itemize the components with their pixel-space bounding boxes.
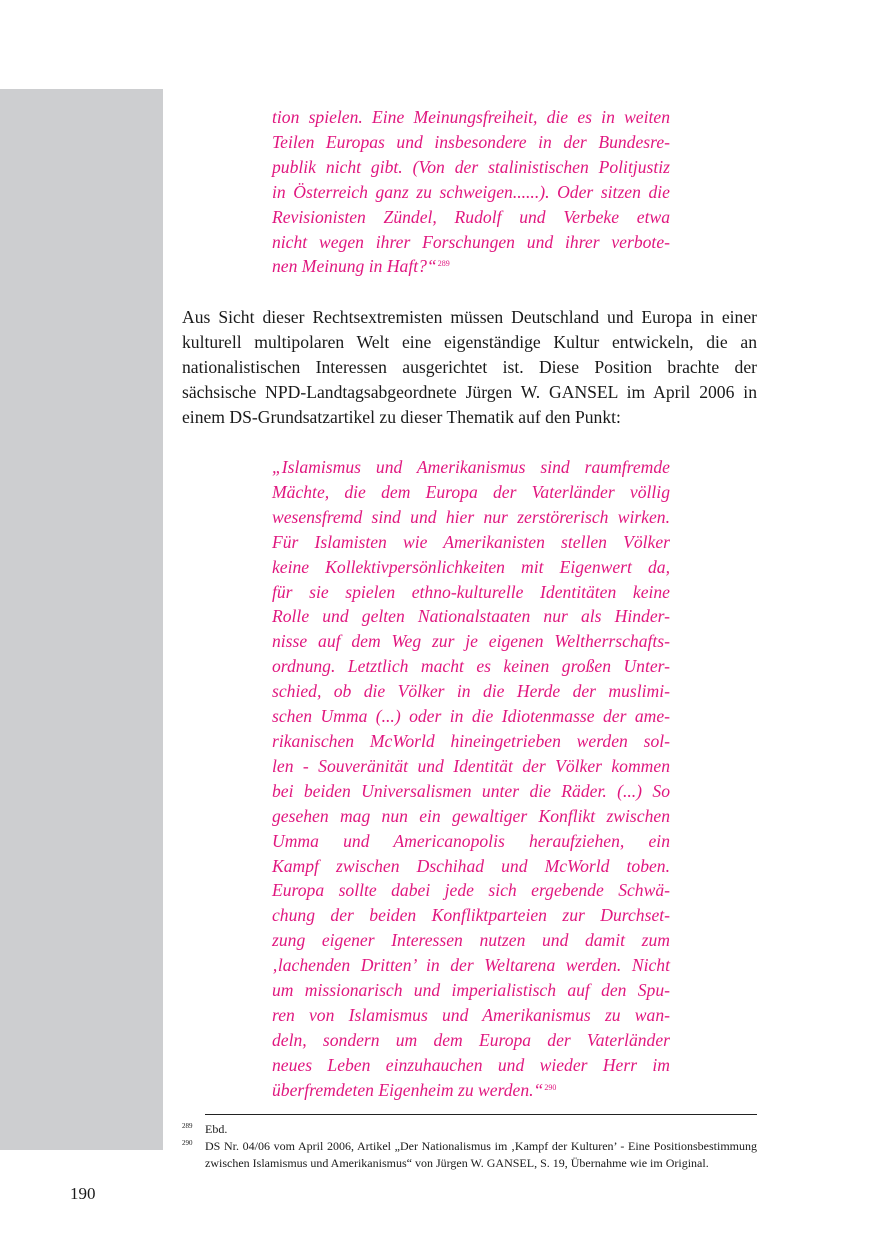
footnote-number: 289	[182, 1122, 193, 1130]
body-paragraph: Aus Sicht dieser Rechtsextremisten müssen Deutschland und Europa in einer kulturell multipolaren Welt eine eigenständige Kultur entwickeln, die an nationalistischen Interessen ausgerichtet ist. Diese Position brachte der sächsische NPD-Landtagsabgeordnete Jürgen W. GANSEL im April 2006 in einem DS-Grundsatzartikel zu dieser Thematik auf den Punkt:	[182, 307, 757, 427]
quote-line: wesensfremd sind und hier nur zerstörerisch wirken.	[272, 506, 670, 527]
quote-text: überfremdeten Eigenheim zu werden.“	[272, 1079, 544, 1100]
footnote-290	[182, 1138, 757, 1172]
footnote-289	[182, 1121, 757, 1138]
quote-line: um missionarisch und imperialistisch auf den Spu-	[272, 980, 670, 1001]
quote-text: nen Meinung in Haft?“	[272, 256, 437, 277]
quote-line: ren von Islamismus und Amerikanismus zu wan-	[272, 1004, 670, 1025]
quote-line	[272, 1078, 670, 1103]
quote-line: ‚lachenden Dritten’ in der Weltarena werden. Nicht	[272, 955, 670, 976]
quote-line: neues Leben einzuhauchen und wieder Herr im	[272, 1054, 670, 1075]
page-number: 190	[70, 1184, 96, 1203]
quote-line: Kampf zwischen Dschihad und McWorld toben.	[272, 855, 670, 876]
quote-line: rikanischen McWorld hineingetrieben werden sol-	[272, 730, 670, 751]
quote-line: schen Umma (...) oder in die Idiotenmasse der ame-	[272, 706, 670, 727]
quote-line: schied, ob die Völker in die Herde der muslimi-	[272, 681, 670, 702]
quote-line: Revisionisten Zündel, Rudolf und Verbeke etwa	[272, 206, 670, 227]
quote-line: ordnung. Letztlich macht es keinen großen Unter-	[272, 656, 670, 677]
footnote-divider	[205, 1114, 757, 1115]
footnote-text: Ebd.	[205, 1122, 228, 1136]
quote-line: zung eigener Interessen nutzen und damit zum	[272, 930, 670, 951]
quote-line: Teilen Europas und insbesondere in der Bundesre-	[272, 131, 670, 152]
quote-line: nicht wegen ihrer Forschungen und ihrer verbote-	[272, 231, 670, 252]
footnotes	[182, 1121, 757, 1172]
quote-line: Mächte, die dem Europa der Vaterländer völlig	[272, 481, 670, 502]
quote-line: tion spielen. Eine Meinungsfreiheit, die es in weiten	[272, 107, 670, 127]
quote-line: deln, sondern um dem Europa der Vaterländer	[272, 1029, 670, 1050]
footnote-text: DS Nr. 04/06 vom April 2006, Artikel „Der Nationalismus im ‚Kampf der Kulturen’ - Eine Positionsbestimmung zwischen Islamismus und Amerikanismus“ von Jürgen W. GANSEL, S. 19, Übernahme wie im Original.	[205, 1139, 757, 1170]
quote-line: für sie spielen ethno-kulturelle Identitäten keine	[272, 581, 670, 602]
margin-bar	[0, 89, 163, 1150]
quote-line: chung der beiden Konfliktparteien zur Durchset-	[272, 905, 670, 926]
quote-line: keine Kollektivpersönlichkeiten mit Eigenwert da,	[272, 556, 670, 577]
quote-line: len - Souveränität und Identität der Völker kommen	[272, 755, 670, 776]
quote-line: Umma und Americanopolis heraufziehen, ein	[272, 830, 670, 851]
footnote-number: 290	[182, 1139, 193, 1147]
quote-line: Rolle und gelten Nationalstaaten nur als Hinder-	[272, 606, 670, 627]
quote-line: in Österreich ganz zu schweigen......). Oder sitzen die	[272, 181, 670, 202]
quote-line: Für Islamisten wie Amerikanisten stellen Völker	[272, 531, 670, 552]
block-quote-gansel	[272, 455, 670, 1103]
quote-line: gesehen mag nun ein gewaltiger Konflikt zwischen	[272, 805, 670, 826]
footnote-reference: 289	[437, 259, 450, 269]
quote-line: publik nicht gibt. (Von der stalinistischen Politjustiz	[272, 156, 670, 177]
footnote-reference: 290	[544, 1082, 557, 1092]
quote-line: bei beiden Universalismen unter die Räder. (...) So	[272, 780, 670, 801]
block-quote-top	[272, 105, 670, 279]
quote-line: nisse auf dem Weg zur je eigenen Weltherrschafts-	[272, 631, 670, 652]
quote-line: Europa sollte dabei jede sich ergebende Schwä-	[272, 880, 670, 901]
quote-line: „Islamismus und Amerikanismus sind raumfremde	[272, 457, 670, 477]
quote-line	[272, 254, 670, 279]
